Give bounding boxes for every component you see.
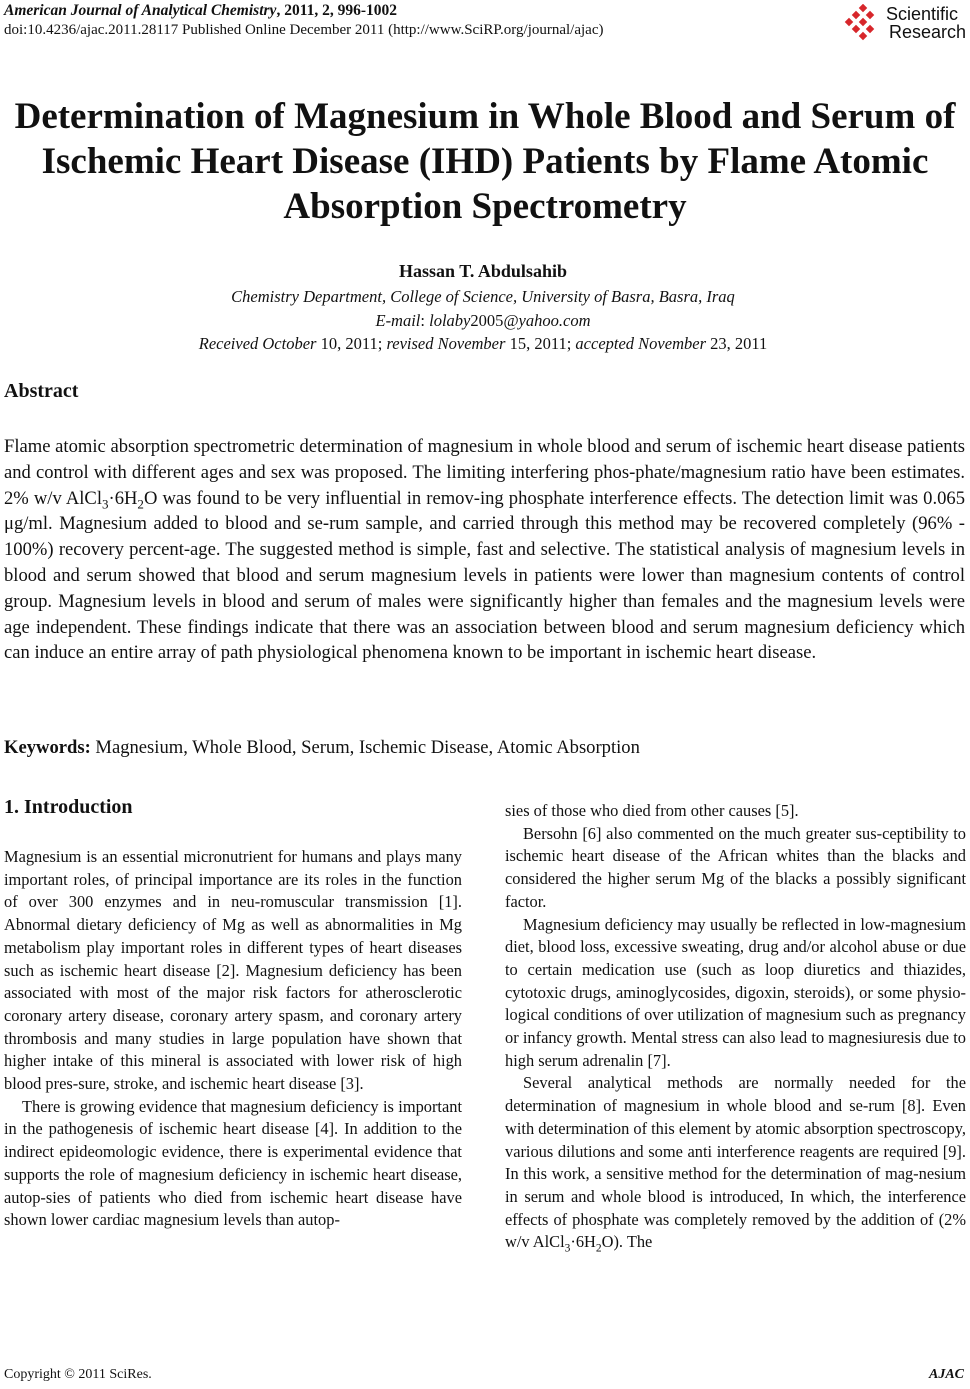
author-email: E-mail: lolaby2005@yahoo.com <box>375 311 591 330</box>
revised-label: revised November <box>386 334 506 353</box>
received-dates <box>0 334 966 354</box>
p5-text: Several analytical methods are normally needed for the determination of magnesium in whole blood and se-rum [8]. Even with determination of this element by atomic absorption spectroscopy, various dilutions and some anti interference reagents are required [9]. In this work, a sensitive method for the determination of mag-nesium in serum and whole blood is introduced, In which, the interference effects of phosphate was completely removed by the addition of (2% w/v AlCl <box>505 1073 966 1252</box>
abstract-sub-1: 3 <box>101 496 109 512</box>
right-column <box>505 800 966 1254</box>
publisher-logo <box>844 2 966 44</box>
journal-citation <box>4 2 397 20</box>
p5-sub-2: 2 <box>595 1242 602 1255</box>
received-date: 10, 2011; <box>316 334 387 353</box>
revised-date: 15, 2011; <box>505 334 576 353</box>
affiliation: Chemistry Department, College of Science, University of Basra, Basra, Iraq <box>231 287 735 306</box>
email-user: lolaby <box>429 311 471 330</box>
accepted-date: 23, 2011 <box>706 334 768 353</box>
p5-sub-1: 3 <box>564 1242 571 1255</box>
scientific-research-logo-icon <box>844 4 882 42</box>
received-label: Received October <box>198 334 317 353</box>
abstract-text-mid: ·6H <box>108 487 138 509</box>
email-label: E-mail <box>375 311 421 330</box>
abstract-text-1: Flame atomic absorption spectrometric determination of magnesium in whole blood and serum of ischemic heart disease patients and control with different ages and sex was proposed. The limiting interfering phos-phate/magnesium ratio have been estimates. 2% w/v AlCl <box>4 436 965 509</box>
email-domain: @yahoo.com <box>503 311 591 330</box>
abstract-text-2: O was found to be very influential in remov-ing phosphate interference effects. The detection limit was 0.065 μg/ml. Magnesium added to blood and se-rum sample, and carried through this method may be recovered completely (96% - 100%) recovery percent-age. The suggested method is simple, fast and selective. The statistical analysis of magnesium levels in blood and serum showed that blood and serum magnesium levels in patients were lower than magnesium contents of control group. Magnesium levels in blood and serum of males were significantly higher than females and the magnesium levels were age independent. These findings indicate that there was an association between blood and serum magnesium deficiency which can induce an entire array of path physiological phenomena known to be important in ischemic heart disease. <box>4 487 966 664</box>
email-number: 2005 <box>470 311 504 330</box>
intro-paragraph-3: Bersohn [6] also commented on the much greater sus-ceptibility to ischemic heart disease of the African whites than the blacks and considered the higher serum Mg of the blacks a possibly significant factor. <box>505 823 966 911</box>
left-column <box>4 846 462 1232</box>
logo-text <box>886 5 966 41</box>
abstract-sub-2: 2 <box>137 496 144 512</box>
intro-paragraph-1: Magnesium is an essential micronutrient for humans and plays many important roles, of principal importance are its roles in the function of over 300 enzymes and in neu-romuscular transmission [1]. Abnormal dietary deficiency of Mg as well as abnormalities in Mg metabolism play important roles in different types of heart diseases such as ischemic heart disease [2]. Magnesium deficiency has been associated with most of the major risk factors for atherosclerotic coronary artery disease, coronary artery spasm, and coronary artery thrombosis and many studies in large population have shown that higher intake of this mineral is associated with lower risk of high blood pres-sure, stroke, and ischemic heart disease [3]. <box>4 847 462 1094</box>
logo-line2: Research <box>888 22 966 42</box>
journal-issue: , 2011, 2, 996-1002 <box>276 2 397 19</box>
footer-journal-abbr: AJAC <box>928 1367 964 1382</box>
journal-name: American Journal of Analytical Chemistry <box>4 2 277 19</box>
keywords-label: Keywords: <box>4 737 91 758</box>
intro-paragraph-5 <box>505 1072 966 1254</box>
keywords-list: Magnesium, Whole Blood, Serum, Ischemic Disease, Atomic Absorption <box>90 737 640 758</box>
p5-mid: ·6H <box>570 1232 596 1252</box>
abstract-body <box>4 434 965 666</box>
accepted-label: accepted November <box>575 334 706 353</box>
section-heading-introduction: 1. Introduction <box>4 796 133 818</box>
logo-line1: Scientific <box>885 4 958 24</box>
abstract-heading: Abstract <box>4 380 79 402</box>
intro-paragraph-continued: sies of those who died from other causes [5]. <box>505 801 799 820</box>
intro-paragraph-2: There is growing evidence that magnesium deficiency is important in the pathogenesis of ischemic heart disease [4]. In addition to the indirect epideomologic evidence, there is experimental evidence that supports the role of magnesium deficiency in ischemic heart disease, autop-sies of patients who died from ischemic heart disease have shown lower cardiac magnesium levels than autop- <box>4 1096 462 1230</box>
p5-end: O). The <box>601 1232 653 1252</box>
keywords <box>4 737 640 759</box>
intro-paragraph-4: Magnesium deficiency may usually be reflected in low-magnesium diet, blood loss, excessive sweating, drug and/or alcohol abuse or due to certain medication use (such as loop diuretics and thiazides, cytotoxic drugs, aminoglycosides, digoxin, steroids), or some physio-logical conditions of over utilization of magnesium such as pregnancy or infancy growth. Mental stress can also lead to magnesiuresis due to high serum adrenalin [7]. <box>505 914 966 1070</box>
author-name: Hassan T. Abdulsahib <box>399 261 567 281</box>
footer-copyright: Copyright © 2011 SciRes. <box>4 1367 152 1382</box>
paper-title: Determination of Magnesium in Whole Blood and Serum of Ischemic Heart Disease (IHD) Patients by Flame Atomic Absorption Spectrometry <box>14 96 956 227</box>
doi-line: doi:10.4236/ajac.2011.28117 Published Online December 2011 (http://www.SciRP.org/journal/ajac) <box>4 22 604 38</box>
